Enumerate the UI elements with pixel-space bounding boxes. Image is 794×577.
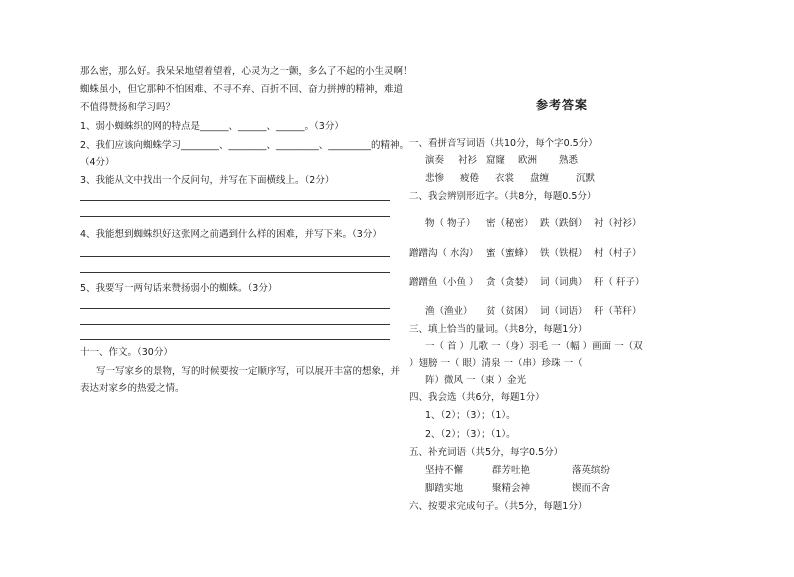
passage-line-3: 不值得赞扬和学习吗？ bbox=[80, 102, 176, 113]
answer-word: 群芳吐艳 bbox=[492, 465, 531, 476]
answer-word: 脚踏实地 bbox=[425, 483, 464, 494]
answer-word: 演奏 bbox=[425, 155, 445, 166]
answer-word: 贪（贪婪） bbox=[486, 277, 534, 288]
section-1-heading: 一、看拼音写词语（共10分，每个字0.5分） bbox=[409, 138, 598, 149]
answer-word: 蹭蹭沟（ 水沟） bbox=[409, 248, 479, 259]
answer-word: 衬衫 bbox=[458, 155, 478, 166]
composition-text-2: 表达对家乡的热爱之情。 bbox=[80, 383, 185, 394]
question-5: 5、我要写一两句话来赞扬弱小的蜘蛛。（3分） bbox=[80, 283, 278, 294]
section-2-heading: 二、我会辨别形近字。（共8分，每题0.5分） bbox=[409, 191, 597, 202]
answer-word: 衣裳 bbox=[495, 173, 515, 184]
answer-word: 疲倦 bbox=[460, 173, 480, 184]
answer-word: 蜜（蜜蜂） bbox=[486, 248, 534, 259]
answer-line bbox=[80, 200, 390, 201]
answer-word: 衬（衬衫） bbox=[594, 218, 642, 229]
answer-word: 窟窿 bbox=[486, 155, 506, 166]
answer-word: 落英缤纷 bbox=[572, 465, 611, 476]
answer-line bbox=[80, 324, 390, 325]
question-2-score: （4分） bbox=[80, 157, 115, 168]
answer-word: 悲惨 bbox=[425, 173, 445, 184]
answer-word: 贫（贫困） bbox=[486, 306, 534, 317]
answer-line bbox=[80, 339, 390, 340]
answer-word: 沉默 bbox=[576, 173, 596, 184]
answer-word: 词（词语） bbox=[540, 306, 588, 317]
answer-word: 蹭蹭鱼（小鱼 ） bbox=[409, 277, 479, 288]
answer-key-title: 参考答案 bbox=[536, 98, 589, 112]
answer-word: 盘缠 bbox=[530, 173, 550, 184]
question-4: 4、我能想到蜘蛛织好这张网之前遇到什么样的困难，并写下来。（3分） bbox=[80, 229, 382, 240]
section-3-heading: 三、填上恰当的量词。（共8分，每题1分） bbox=[409, 324, 588, 335]
composition-text-1: 写一写家乡的景物，写的时候要按一定顺序写，可以展开丰富的想象，并 bbox=[96, 366, 401, 377]
answer-line bbox=[80, 308, 390, 309]
question-2: 2、我们应该向蜘蛛学习________、________、_________、_________的精神。 bbox=[80, 140, 410, 151]
answer-word: 跌（跌倒） bbox=[540, 218, 588, 229]
answer-word: 铁（铁棍） bbox=[540, 248, 588, 259]
answer-word: 秆（苇秆） bbox=[594, 306, 642, 317]
choice-answer-2: 2、（2）；（3）；（1）。 bbox=[425, 429, 516, 440]
answer-line bbox=[80, 216, 390, 217]
answer-line bbox=[80, 272, 390, 273]
section-4-heading: 四、我会选（共6分，每题1分） bbox=[409, 392, 545, 403]
question-3: 3、我能从文中找出一个反问句，并写在下面横线上。（2分） bbox=[80, 175, 335, 186]
passage-line-1: 那么密，那么好。我呆呆地望着望着，心灵为之一颤，多么了不起的小生灵啊！ bbox=[80, 66, 413, 77]
section-6-heading: 六、按要求完成句子。（共5分，每题1分） bbox=[409, 501, 588, 512]
answer-word: 欧洲 bbox=[518, 155, 538, 166]
measure-word-line-1: 一（ 首 ）儿歌 一（身）羽毛 一（幅 ）画面 一（双 bbox=[425, 341, 643, 352]
answer-word: 物（ 物子） bbox=[425, 218, 476, 229]
question-1: 1、弱小蜘蛛织的网的特点是______、______、______。（3分） bbox=[80, 121, 344, 132]
measure-word-line-2: ）翅膀 一（ 眼）清泉 一（串）珍珠 一（ bbox=[409, 358, 583, 369]
choice-answer-1: 1、（2）；（3）；（1）。 bbox=[425, 410, 516, 421]
answer-word: 渔（渔业） bbox=[425, 306, 473, 317]
answer-word: 密（秘密） bbox=[486, 218, 534, 229]
answer-line bbox=[80, 256, 390, 257]
answer-word: 聚精会神 bbox=[492, 483, 531, 494]
answer-word: 村（村子） bbox=[594, 248, 642, 259]
answer-word: 锲而不舍 bbox=[572, 483, 611, 494]
section-5-heading: 五、补充词语（共5分，每字0.5分） bbox=[409, 447, 564, 458]
answer-word: 坚持不懈 bbox=[425, 465, 464, 476]
passage-line-2: 蜘蛛虽小，但它那种不怕困难、不寻不弃、百折不回、奋力拼搏的精神，难道 bbox=[80, 84, 404, 95]
composition-title: 十一、作文。（30分） bbox=[80, 347, 173, 358]
answer-word: 秆（ 秆子） bbox=[594, 277, 645, 288]
answer-word: 词（词典） bbox=[540, 277, 588, 288]
measure-word-line-3: 阵）微风 一（束 ）金光 bbox=[425, 375, 527, 386]
answer-word: 熟悉 bbox=[559, 155, 579, 166]
